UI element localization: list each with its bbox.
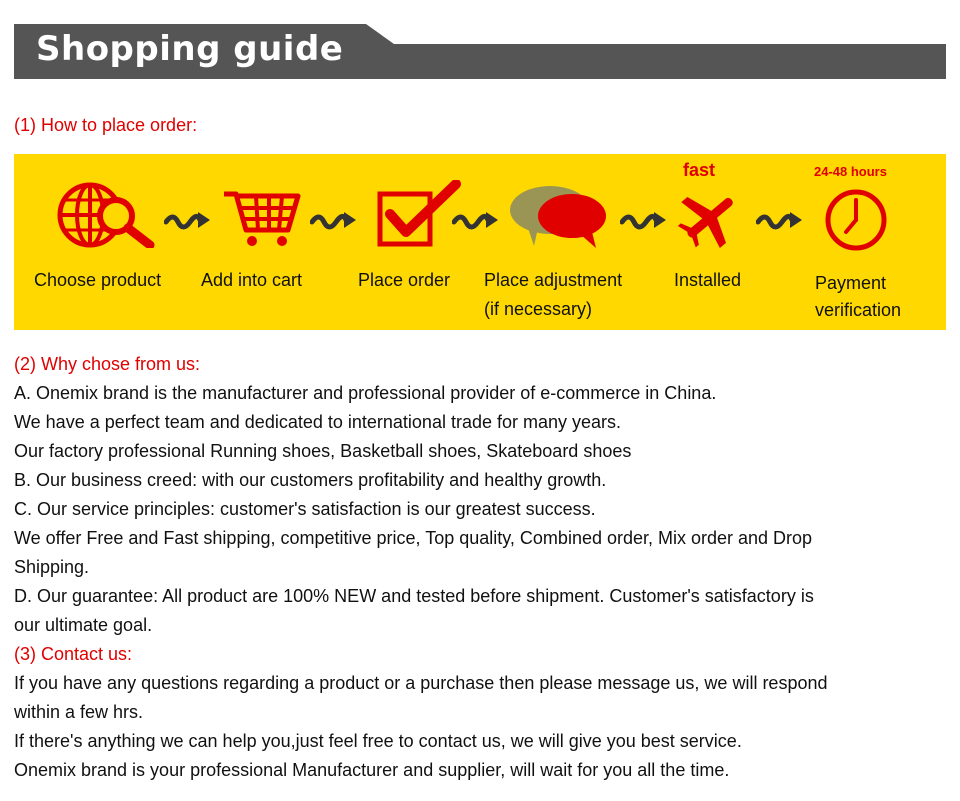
step-label-add-into-cart: Add into cart <box>201 270 303 290</box>
header-banner <box>14 24 946 79</box>
why-line: Shipping. <box>14 557 90 577</box>
step-label-verification: verification <box>815 300 902 320</box>
step-sublabel-if-necessary: (if necessary) <box>484 299 593 319</box>
arrow-icon <box>164 210 212 230</box>
arrow-icon <box>310 210 358 230</box>
why-line: D. Our guarantee: All product are 100% NEW and tested before shipment. Customer's satisfactory is <box>14 586 814 606</box>
arrow-icon <box>620 210 668 230</box>
section-heading-why: (2) Why chose from us: <box>14 354 201 374</box>
page-title: Shopping guide <box>36 29 344 69</box>
fast-tag: fast <box>683 160 716 180</box>
step-label-installed: Installed <box>674 270 742 290</box>
clock-icon <box>824 188 888 252</box>
checkbox-icon <box>376 180 462 248</box>
contact-line: Onemix brand is your professional Manufacturer and supplier, will wait for you all the time. <box>14 760 730 780</box>
order-process-panel <box>14 154 946 330</box>
arrow-icon <box>756 210 804 230</box>
step-label-payment: Payment <box>815 273 887 293</box>
airplane-icon <box>676 186 742 250</box>
why-line: B. Our business creed: with our customers profitability and healthy growth. <box>14 470 607 490</box>
why-line: Our factory professional Running shoes, Basketball shoes, Skateboard shoes <box>14 441 632 461</box>
why-line: A. Onemix brand is the manufacturer and professional provider of e-commerce in China. <box>14 383 717 403</box>
contact-line: within a few hrs. <box>14 702 144 722</box>
contact-line: If there's anything we can help you,just feel free to contact us, we will give you best service. <box>14 731 742 751</box>
globe-magnifier-icon <box>56 182 156 248</box>
shopping-cart-icon <box>222 182 302 248</box>
contact-line: If you have any questions regarding a product or a purchase then please message us, we will respond <box>14 673 828 693</box>
hours-tag: 24-48 hours <box>814 164 887 179</box>
why-line: We have a perfect team and dedicated to international trade for many years. <box>14 412 622 432</box>
speech-bubbles-icon <box>508 184 612 250</box>
section-heading-contact: (3) Contact us: <box>14 644 133 664</box>
why-line: C. Our service principles: customer's satisfaction is our greatest success. <box>14 499 596 519</box>
step-label-place-order: Place order <box>358 270 451 290</box>
why-line: We offer Free and Fast shipping, competitive price, Top quality, Combined order, Mix order and Drop <box>14 528 813 548</box>
why-line: our ultimate goal. <box>14 615 153 635</box>
step-label-choose-product: Choose product <box>34 270 162 290</box>
section-heading-order: (1) How to place order: <box>14 115 198 135</box>
arrow-icon <box>452 210 500 230</box>
step-label-place-adjustment: Place adjustment <box>484 270 623 290</box>
